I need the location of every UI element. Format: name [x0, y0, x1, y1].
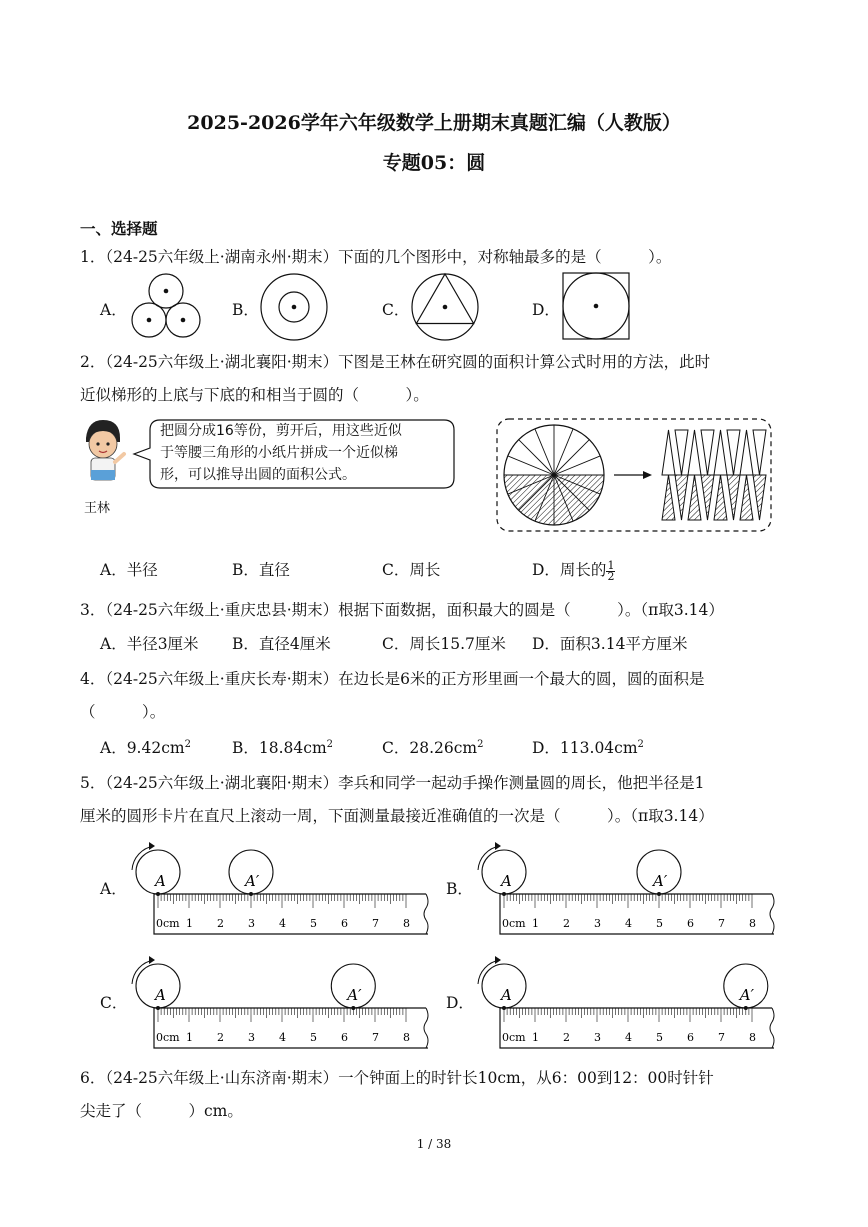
q5-text-line1: 5．（24-25六年级上·湖北襄阳·期末）李兵和同学一起动手操作测量圆的周长，他把半径是1	[80, 774, 705, 792]
fraction-denominator: 2	[607, 569, 615, 583]
point-label-a-prime: A′	[653, 872, 668, 890]
ruler-tick-label: 7	[372, 1031, 379, 1044]
start-point	[156, 892, 160, 896]
point-label-a: A	[501, 872, 512, 890]
ruler-tick-label: 8	[403, 917, 410, 930]
ruler-unit-label: 0cm	[156, 917, 180, 930]
triangle-piece	[688, 430, 701, 475]
ruler-tick-label: 5	[656, 917, 663, 930]
point-label-a: A	[155, 872, 166, 890]
q6-text-line2: 尖走了（ ）cm。	[80, 1102, 243, 1120]
ruler-break	[770, 1008, 774, 1048]
q5-ruler-d	[470, 952, 780, 1052]
doc-title: 2025-2026学年六年级数学上册期末真题汇编（人教版）	[187, 112, 681, 134]
q1-option-c: C．	[382, 301, 410, 319]
start-point	[502, 892, 506, 896]
q1-figure-d	[562, 272, 632, 340]
q5-ruler-c	[124, 952, 434, 1052]
ruler-tick-label: 5	[310, 1031, 317, 1044]
rolling-arrowhead	[495, 956, 501, 964]
bubble-line-3: 形，可以推导出圆的面积公式。	[160, 467, 356, 483]
q2-text-line2: 近似梯形的上底与下底的和相当于圆的（ ）。	[80, 386, 429, 404]
ruler-tick-label: 3	[248, 1031, 255, 1044]
point-label-a-prime: A′	[347, 986, 362, 1004]
q4-option-d-label: D．113.04cm	[532, 739, 638, 757]
ruler-tick-label: 8	[749, 1031, 756, 1044]
q6-text-line1: 6．（24-25六年级上·山东济南·期末）一个钟面上的时针长10cm，从6：00到12：00时针针	[80, 1069, 714, 1087]
q5-option-d: D．	[446, 994, 474, 1012]
q4-option-b-label: B．18.84cm	[232, 739, 327, 757]
q1-figure-c	[409, 272, 481, 342]
ruler-tick-label: 8	[749, 917, 756, 930]
ruler-tick-label: 4	[625, 917, 632, 930]
ruler-tick-label: 1	[186, 1031, 193, 1044]
end-point	[249, 892, 253, 896]
ruler-tick-label: 1	[532, 1031, 539, 1044]
rolling-arrowhead	[149, 842, 155, 850]
bubble-line-1: 把圆分成16等份，剪开后，用这些近似	[160, 423, 402, 439]
ruler-tick-label: 1	[186, 917, 193, 930]
section-heading: 一、选择题	[80, 219, 158, 238]
triangle-piece	[727, 430, 740, 475]
ruler-tick-label: 6	[341, 917, 348, 930]
bubble-line-2: 于等腰三角形的小纸片拼成一个近似梯	[160, 445, 398, 461]
q3-option-d: D．面积3.14平方厘米	[532, 635, 688, 653]
ruler-tick-label: 4	[279, 917, 286, 930]
page-number: 1 / 38	[416, 1137, 452, 1151]
start-point	[502, 1006, 506, 1010]
ruler-tick-label: 3	[594, 917, 601, 930]
q4-option-c	[382, 736, 484, 758]
end-point	[657, 892, 661, 896]
rolling-arrowhead	[149, 956, 155, 964]
superscript: 2	[184, 738, 191, 750]
q2-text-line1: 2．（24-25六年级上·湖北襄阳·期末）下图是王林在研究圆的面积计算公式时用的方法，此时	[80, 353, 711, 371]
q4-option-b	[232, 736, 333, 758]
ruler-tick-label: 6	[687, 917, 694, 930]
q5-text-line2: 厘米的圆形卡片在直尺上滚动一周，下面测量最接近准确值的一次是（ ）。（π取3.14）	[80, 807, 714, 825]
q4-text-line2: （ ）。	[80, 703, 166, 721]
q5-ruler-b	[470, 838, 780, 938]
q3-option-c: C．周长15.7厘米	[382, 635, 506, 653]
triangle-piece	[753, 475, 766, 520]
ruler-tick-label: 6	[341, 1031, 348, 1044]
q3-option-b: B．直径4厘米	[232, 635, 331, 653]
point-label-a: A	[501, 986, 512, 1004]
fraction	[606, 558, 615, 583]
ruler-tick-label: 7	[718, 917, 725, 930]
superscript: 2	[477, 738, 484, 750]
ruler-tick-label: 7	[372, 917, 379, 930]
end-point	[744, 1006, 748, 1010]
q4-option-d	[532, 736, 644, 758]
q2-option-c: C．周长	[382, 561, 441, 579]
triangle-piece	[675, 430, 688, 475]
superscript: 2	[326, 738, 334, 750]
triangle-piece	[753, 430, 766, 475]
end-point	[351, 1006, 355, 1010]
q2-option-d-label: D．周长的	[532, 561, 607, 579]
ruler-tick-label: 3	[594, 1031, 601, 1044]
sector-line	[519, 440, 554, 475]
q4-option-a-label: A．9.42cm	[100, 739, 185, 757]
q4-option-a	[100, 736, 191, 758]
rolling-arrow	[478, 846, 500, 870]
q1-option-a: A．	[100, 301, 127, 319]
q4-text-line1: 4．（24-25六年级上·重庆长寿·期末）在边长是6米的正方形里画一个最大的圆，圆的面积是	[80, 670, 705, 688]
triangle-piece	[675, 475, 688, 520]
rolling-arrow	[478, 960, 500, 984]
triangle-piece	[714, 430, 727, 475]
rolling-arrowhead	[495, 842, 501, 850]
point-label-a: A	[155, 986, 166, 1004]
triangle-piece	[662, 475, 675, 520]
q5-option-b: B．	[446, 880, 473, 898]
triangle-piece	[701, 430, 714, 475]
superscript: 2	[637, 738, 644, 750]
point-label-a-prime: A′	[739, 986, 755, 1004]
student-character-icon	[78, 418, 128, 498]
triangle-piece	[740, 430, 753, 475]
point-label-a-prime: A′	[245, 872, 260, 890]
start-point	[156, 1006, 160, 1010]
ruler-tick-label: 5	[310, 917, 317, 930]
character-name: 王林	[84, 501, 111, 516]
ruler-tick-label: 2	[563, 917, 570, 930]
ruler-break	[424, 1008, 428, 1048]
ruler-break	[424, 894, 428, 934]
triangle-piece	[727, 475, 740, 520]
ruler-tick-label: 1	[532, 917, 539, 930]
q5-option-a: A．	[100, 880, 127, 898]
q3-option-a: A．半径3厘米	[100, 635, 199, 653]
triangle-piece	[688, 475, 701, 520]
ruler-tick-label: 8	[403, 1031, 410, 1044]
q2-option-b: B．直径	[232, 561, 290, 579]
ruler-tick-label: 2	[217, 1031, 224, 1044]
q1-figure-a	[128, 272, 204, 342]
sector-line	[554, 440, 589, 475]
ruler-tick-label: 3	[248, 917, 255, 930]
ruler-tick-label: 4	[625, 1031, 632, 1044]
triangle-piece	[714, 475, 727, 520]
doc-subtitle: 专题05：圆	[382, 152, 486, 174]
triangle-piece	[740, 475, 753, 520]
q4-option-c-label: C．28.26cm	[382, 739, 478, 757]
ruler-unit-label: 0cm	[502, 917, 526, 930]
q1-option-b: B．	[232, 301, 259, 319]
circle-to-trapezoid-diagram	[496, 418, 776, 534]
ruler-tick-label: 7	[718, 1031, 725, 1044]
ruler-tick-label: 4	[279, 1031, 286, 1044]
q2-option-a: A．半径	[100, 561, 158, 579]
ruler-tick-label: 2	[217, 917, 224, 930]
ruler-break	[770, 894, 774, 934]
fraction-numerator: 1	[607, 558, 615, 572]
q5-option-c: C．	[100, 994, 128, 1012]
triangle-piece	[701, 475, 714, 520]
q1-text: 1．（24-25六年级上·湖南永州·期末）下面的几个图形中，对称轴最多的是（ ）。	[80, 248, 672, 266]
q1-figure-b	[258, 272, 330, 342]
triangle-piece	[662, 430, 675, 475]
rolling-arrow	[132, 846, 154, 870]
ruler-unit-label: 0cm	[502, 1031, 526, 1044]
rolling-arrow	[132, 960, 154, 984]
ruler-unit-label: 0cm	[156, 1031, 180, 1044]
q3-text: 3．（24-25六年级上·重庆忠县·期末）根据下面数据，面积最大的圆是（ ）。（π取3.14）	[80, 601, 724, 619]
ruler-tick-label: 5	[656, 1031, 663, 1044]
ruler-tick-label: 6	[687, 1031, 694, 1044]
q5-ruler-a	[124, 838, 434, 938]
q2-option-d	[532, 558, 615, 582]
ruler-tick-label: 2	[563, 1031, 570, 1044]
q1-option-d: D．	[532, 301, 560, 319]
